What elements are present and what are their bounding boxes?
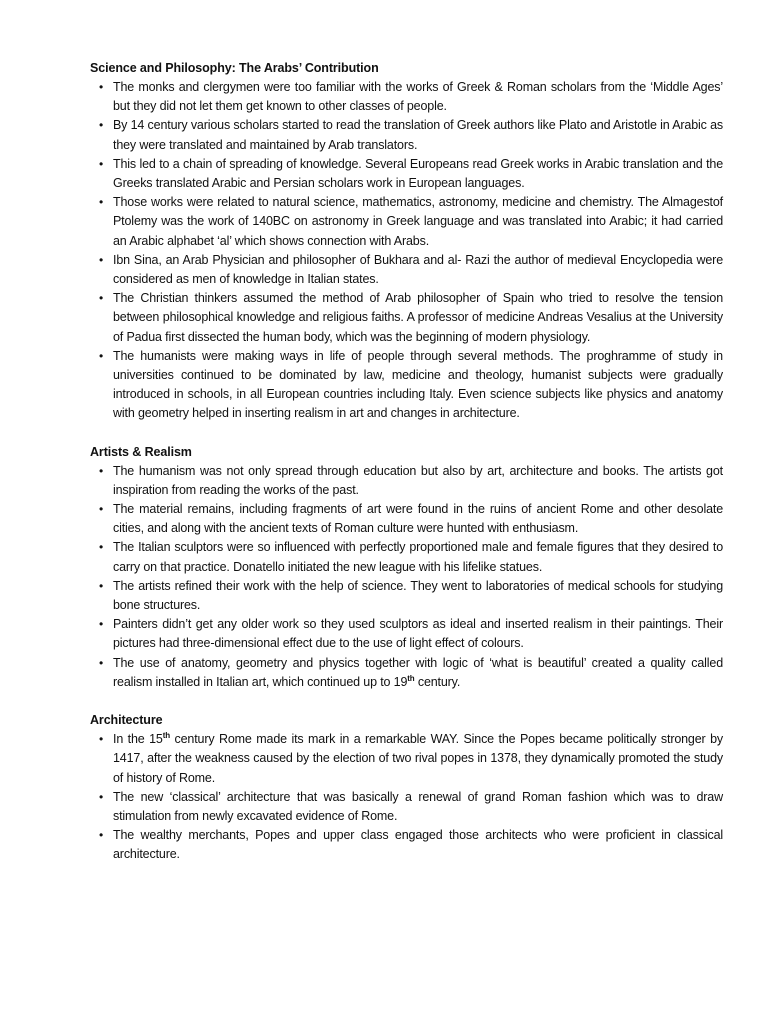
- bullet-item: • The Italian sculptors were so influenced with perfectly proportioned male and female figures that they desired to carry on that practice. Donatello initiated the new league with his lifelike statues.: [90, 538, 723, 576]
- bullet-item: • By 14 century various scholars started to read the translation of Greek authors like Plato and Aristotle in Arabic as they were translated and maintained by Arab translators.: [90, 116, 723, 154]
- section-science-philosophy: [90, 59, 723, 424]
- section-heading: Artists & Realism: [90, 444, 192, 459]
- bullet-item: • Painters didn’t get any older work so they used sculptors as ideal and inserted realism in their paintings. Their pictures had three-dimensional effect due to the use of light effect of colours.: [90, 615, 723, 653]
- bullet-item: • In the 15th century Rome made its mark in a remarkable WAY. Since the Popes became politically stronger by 1417, after the weakness caused by the election of two rival popes in 1378, they dynamically promoted the study of history of Rome.: [90, 730, 723, 788]
- bullet-item: • The use of anatomy, geometry and physics together with logic of ‘what is beautiful’ created a quality called realism installed in Italian art, which continued up to 19th century.: [90, 654, 723, 692]
- bullet-item: • The material remains, including fragments of art were found in the ruins of ancient Rome and other desolate cities, and along with the ancient texts of Roman culture were hunted with enthusiasm.: [90, 500, 723, 538]
- section-heading: Architecture: [90, 713, 163, 728]
- bullet-item: • This led to a chain of spreading of knowledge. Several Europeans read Greek works in Arabic translation and the Greeks translated Arabic and Persian scholars work in European languages.: [90, 155, 723, 193]
- section-architecture: [90, 711, 723, 864]
- bullet-item: • The monks and clergymen were too familiar with the works of Greek & Roman scholars from the ‘Middle Ages’ but they did not let them get known to other classes of people.: [90, 78, 723, 116]
- bullet-item: • The new ‘classical’ architecture that was basically a renewal of grand Roman fashion which was to draw stimulation from newly excavated evidence of Rome.: [90, 788, 723, 826]
- bullet-item: • The Christian thinkers assumed the method of Arab philosopher of Spain who tried to resolve the tension between philosophical knowledge and religious faiths. A professor of medicine Andreas Vesalius at the University of Padua first dissected the human body, which was the beginning of modern physiology.: [90, 289, 723, 347]
- bullet-item: • The artists refined their work with the help of science. They went to laboratories of medical schools for studying bone structures.: [90, 577, 723, 615]
- bullet-item: • The humanism was not only spread through education but also by art, architecture and books. The artists got inspiration from reading the works of the past.: [90, 462, 723, 500]
- bullet-item: • Those works were related to natural science, mathematics, astronomy, medicine and chemistry. The Almagestof Ptolemy was the work of 140BC on astronomy in Greek language and was translated into Arabic; it had carried an Arabic alphabet ‘al’ which shows connection with Arabs.: [90, 193, 723, 251]
- document-page: [90, 59, 723, 884]
- bullet-list: [90, 730, 723, 864]
- bullet-item: • The wealthy merchants, Popes and upper class engaged those architects who were proficient in classical architecture.: [90, 826, 723, 864]
- bullet-item: • The humanists were making ways in life of people through several methods. The proghramme of study in universities continued to be dominated by law, medicine and theology, humanist subjects were gradually introduced in schools, in all European countries including Italy. Even science subjects like physics and anatomy with geometry helped in inserting realism in art and changes in architecture.: [90, 347, 723, 424]
- superscript: th: [162, 730, 170, 740]
- superscript: th: [407, 673, 415, 683]
- section-artists-realism: [90, 443, 723, 692]
- bullet-list: [90, 462, 723, 692]
- bullet-item: • Ibn Sina, an Arab Physician and philosopher of Bukhara and al- Razi the author of medieval Encyclopedia were considered as men of knowledge in Italian states.: [90, 251, 723, 289]
- section-heading: Science and Philosophy: The Arabs’ Contribution: [90, 61, 379, 75]
- bullet-list: [90, 78, 723, 424]
